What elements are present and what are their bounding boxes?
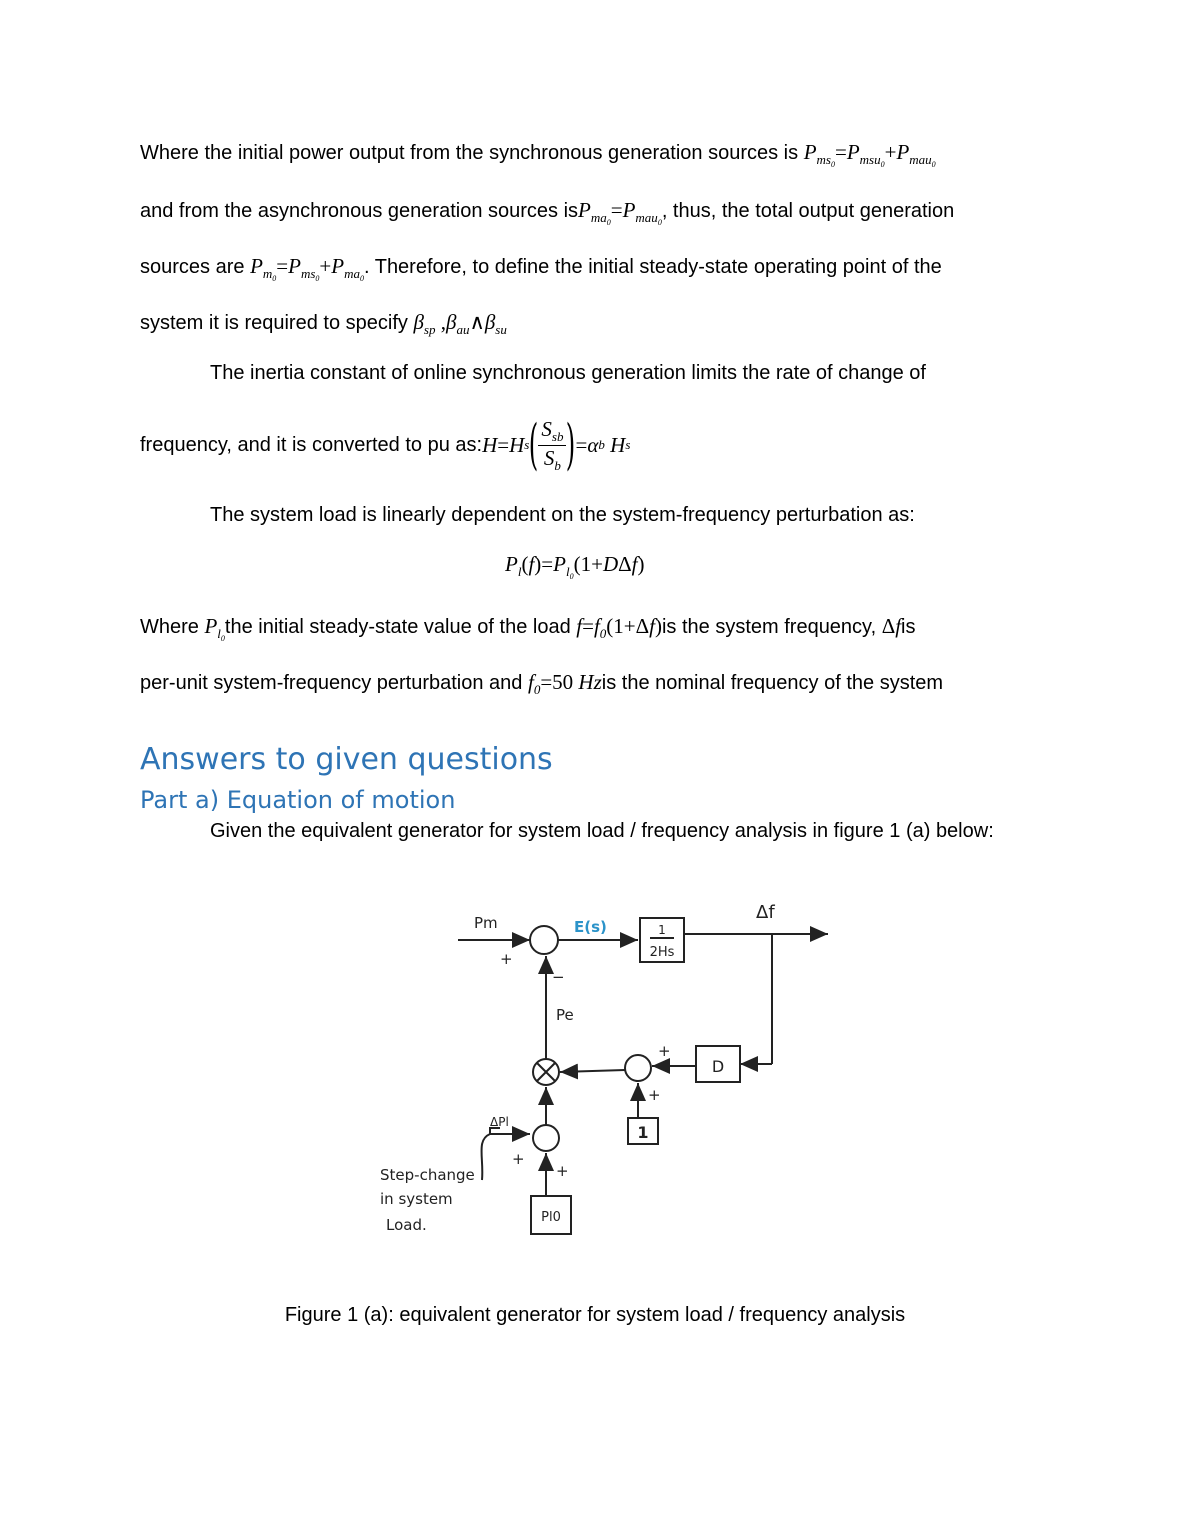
text: The system load is linearly dependent on the system-frequency perturbation as: bbox=[210, 504, 915, 526]
text: is the nominal frequency of the system bbox=[601, 672, 944, 694]
integrator-den: 2Hs bbox=[649, 945, 675, 960]
paragraph-line bbox=[140, 410, 630, 480]
step-label-2: in system bbox=[380, 1190, 453, 1208]
sign-plus-one: + bbox=[648, 1086, 661, 1104]
equation-pma0: $P_{ma_0}=P_{mau_0}$ bbox=[578, 198, 662, 227]
d-label: D bbox=[711, 1057, 725, 1076]
figure-caption: Figure 1 (a): equivalent generator for system load / frequency analysis bbox=[284, 1304, 906, 1326]
step-label-3: Load. bbox=[386, 1216, 427, 1234]
text: The inertia constant of online synchronous generation limits the rate of change of bbox=[210, 362, 926, 384]
equation-f0: $f_0=50$ Hz bbox=[527, 670, 602, 697]
paragraph-line bbox=[140, 310, 507, 338]
text: per-unit system-frequency perturbation and bbox=[140, 672, 528, 694]
sign-plus-pm: + bbox=[500, 950, 513, 968]
equation-pms0: $P_{ms_0}=P_{msu_0}+P_{mau_0}$ bbox=[803, 140, 936, 169]
paragraph-line bbox=[140, 614, 916, 643]
text: is the system frequency, bbox=[661, 616, 882, 638]
equation-f: $f=f_0(1+\Delta f)$ bbox=[576, 614, 662, 641]
text: and from the asynchronous generation sources is bbox=[140, 200, 579, 222]
sign-plus-dpl: + bbox=[512, 1150, 525, 1168]
sign-plus-pl0: + bbox=[556, 1162, 569, 1180]
integrator-num: 1 bbox=[658, 923, 666, 937]
text: frequency, and it is converted to pu as: bbox=[140, 433, 483, 456]
equation-df: Δf bbox=[881, 614, 902, 638]
text: , thus, the total output generation bbox=[661, 200, 955, 222]
label-es: E(s) bbox=[574, 918, 607, 936]
equation-betas: $\beta_{sp}$ $,\beta_{au}\wedge\beta_{su}$ bbox=[413, 310, 507, 337]
paragraph-line bbox=[210, 362, 926, 385]
text: Where the initial power output from the synchronous generation sources is bbox=[140, 142, 804, 164]
equation-load: $P_l(f)=P_{l_0}(1+D\Delta f)$ bbox=[505, 552, 645, 581]
label-dpl: ΔPl bbox=[490, 1115, 509, 1129]
text: is bbox=[901, 616, 916, 638]
text: sources are bbox=[140, 256, 251, 278]
summing-junction-bottom bbox=[533, 1125, 559, 1151]
one-label: 1 bbox=[637, 1123, 649, 1142]
paragraph-line bbox=[140, 198, 954, 227]
summing-junction-right bbox=[625, 1055, 651, 1081]
step-label-1: Step-change bbox=[380, 1166, 475, 1184]
label-pe: Pe bbox=[556, 1006, 574, 1024]
subsection-heading: Part a) Equation of motion bbox=[140, 786, 456, 814]
block-diagram bbox=[360, 888, 840, 1248]
paragraph-line bbox=[140, 140, 936, 169]
sign-plus-d: + bbox=[658, 1042, 671, 1060]
text: the initial steady-state value of the load bbox=[224, 616, 577, 638]
summing-junction-top bbox=[530, 926, 558, 954]
label-pm: Pm bbox=[474, 914, 498, 932]
intro-text: Given the equivalent generator for system load / frequency analysis in figure 1 (a) below: bbox=[210, 820, 994, 842]
text: . Therefore, to define the initial steady-state operating point of the bbox=[363, 256, 942, 278]
paragraph-line bbox=[140, 254, 942, 283]
label-df: Δf bbox=[756, 902, 775, 923]
paragraph-line bbox=[210, 504, 915, 527]
pl0-label: Pl0 bbox=[541, 1210, 561, 1225]
paragraph-line bbox=[140, 670, 943, 698]
section-heading: Answers to given questions bbox=[140, 742, 553, 777]
equation-pl0: $P_{l_0}$ bbox=[204, 614, 225, 643]
equation-pm0: $P_{m_0}=P_{ms_0}+P_{ma_0}$ bbox=[250, 254, 364, 283]
equation-inertia: H = H s ( $\frac{S_{sb}}{S_b}$ ) = α b H s bbox=[482, 413, 631, 476]
text: system it is required to specify bbox=[140, 312, 414, 334]
sign-minus-pe: − bbox=[552, 968, 565, 986]
text: Where bbox=[140, 616, 205, 638]
